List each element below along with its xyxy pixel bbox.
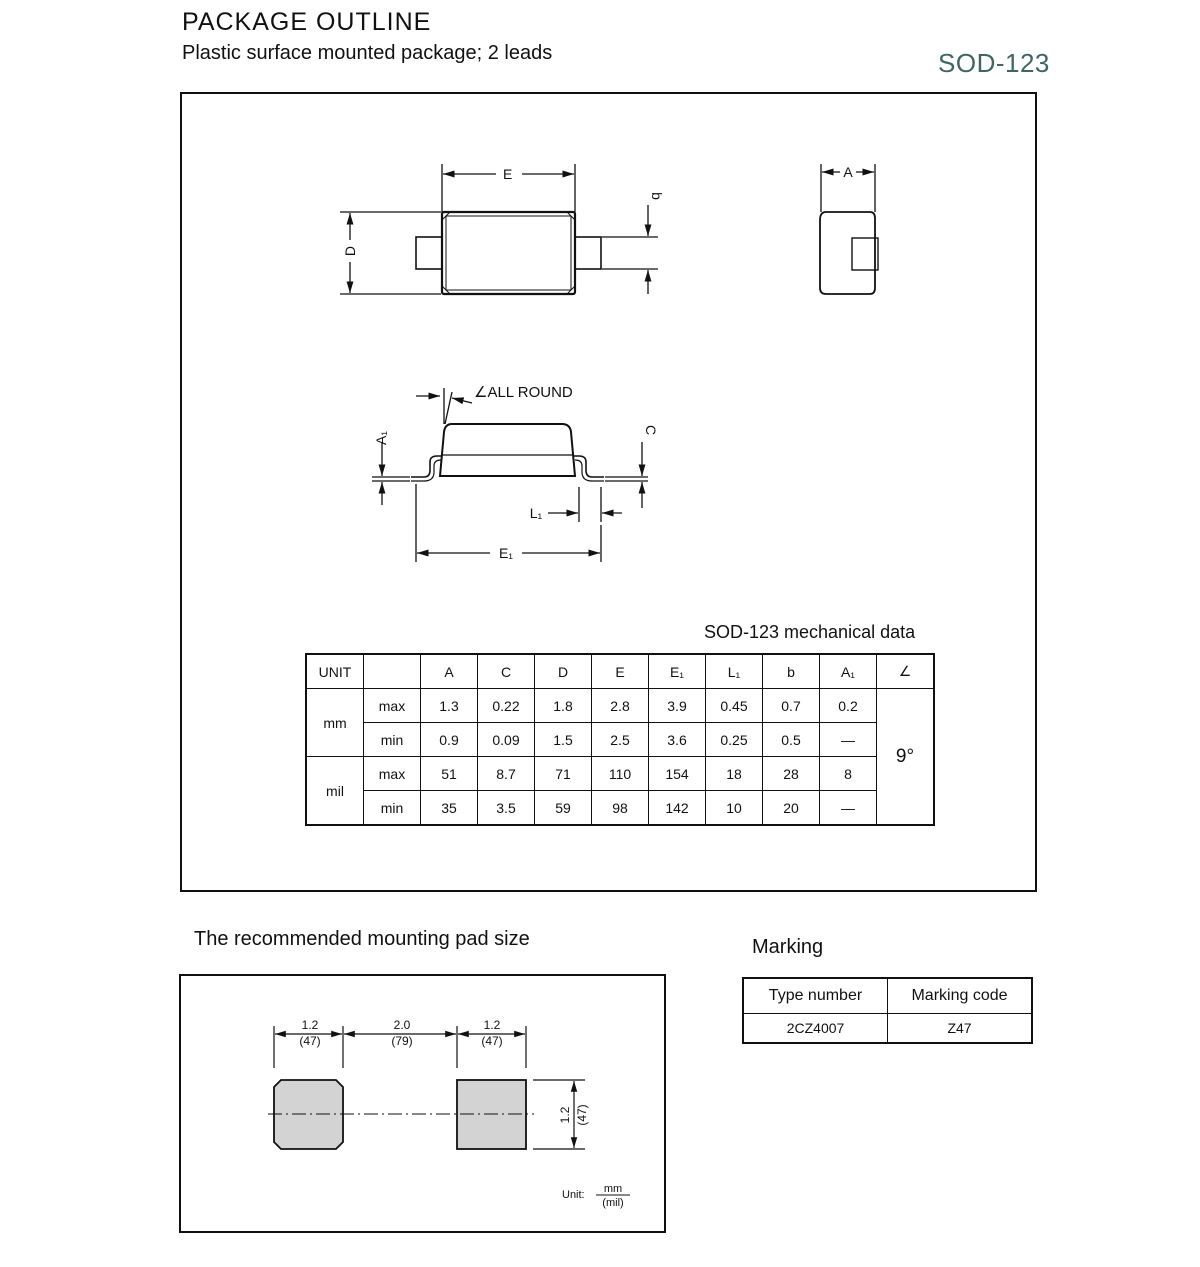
value-cell: 0.7 <box>763 689 820 723</box>
pad-width-mil-1: (47) <box>299 1034 321 1048</box>
label-A: A <box>843 164 853 180</box>
mechanical-data-caption: SOD-123 mechanical data <box>704 622 916 642</box>
value-cell: 0.45 <box>706 689 763 723</box>
pad-width-mil-2: (47) <box>481 1034 503 1048</box>
value-cell: 3.6 <box>649 723 706 757</box>
value-cell: 2.8 <box>592 689 649 723</box>
value-cell: 0.9 <box>421 723 478 757</box>
pad-gap-mil: (79) <box>391 1034 413 1048</box>
page-title: PACKAGE OUTLINE <box>182 8 432 36</box>
header-cell: ∠ <box>877 654 935 689</box>
label-all-round: ∠ALL ROUND <box>474 384 573 401</box>
value-cell: 18 <box>706 757 763 791</box>
pad-frame <box>179 974 666 1233</box>
label-L1: L₁ <box>529 505 543 521</box>
unit-denominator: (mil) <box>602 1197 624 1209</box>
value-cell: 154 <box>649 757 706 791</box>
header-cell: C <box>478 654 535 689</box>
value-cell: 28 <box>763 757 820 791</box>
header-cell: E <box>592 654 649 689</box>
value-cell: 8.7 <box>478 757 535 791</box>
pad-gap-mm: 2.0 <box>393 1018 411 1032</box>
pad-size-title: The recommended mounting pad size <box>194 928 530 950</box>
kind-cell: max <box>364 689 421 723</box>
mechanical-data-table <box>305 653 935 826</box>
value-cell: 51 <box>421 757 478 791</box>
value-cell: 2.5 <box>592 723 649 757</box>
marking-title: Marking <box>752 936 824 958</box>
value-cell: 3.5 <box>478 791 535 826</box>
label-b: b <box>649 192 665 200</box>
value-cell: 0.2 <box>820 689 877 723</box>
pad-width-mm-2: 1.2 <box>483 1018 501 1032</box>
value-cell: 0.5 <box>763 723 820 757</box>
pad-width-mm-1: 1.2 <box>301 1018 319 1032</box>
table-row <box>306 791 934 826</box>
table-header-row <box>306 654 934 689</box>
value-cell: 110 <box>592 757 649 791</box>
unit-cell-mil: mil <box>306 757 364 826</box>
value-cell: 35 <box>421 791 478 826</box>
value-cell: 8 <box>820 757 877 791</box>
package-code: SOD-123 <box>938 48 1050 78</box>
value-cell: 98 <box>592 791 649 826</box>
side-view <box>820 164 878 294</box>
unit-cell-mm: mm <box>306 689 364 757</box>
value-cell: 1.5 <box>535 723 592 757</box>
header-cell: b <box>763 654 820 689</box>
value-cell: 10 <box>706 791 763 826</box>
value-cell: 0.25 <box>706 723 763 757</box>
table-row <box>306 757 934 791</box>
marking-type-number: 2CZ4007 <box>743 1014 888 1044</box>
table-row <box>306 723 934 757</box>
marking-header-code: Marking code <box>888 978 1033 1014</box>
label-D: D <box>342 245 358 257</box>
pad-height-mm: 1.2 <box>558 1106 572 1124</box>
label-E1: E₁ <box>498 545 514 561</box>
angle-cell: 9° <box>877 689 935 826</box>
value-cell: 142 <box>649 791 706 826</box>
top-view <box>340 164 658 294</box>
value-cell: 1.3 <box>421 689 478 723</box>
label-C: C <box>643 424 659 436</box>
marking-header-row <box>743 978 1032 1014</box>
marking-code: Z47 <box>888 1014 1033 1044</box>
front-view <box>372 388 648 562</box>
label-E: E <box>503 166 513 182</box>
marking-table <box>742 977 1033 1044</box>
value-cell: 59 <box>535 791 592 826</box>
kind-cell: min <box>364 723 421 757</box>
kind-cell: min <box>364 791 421 826</box>
header-cell: D <box>535 654 592 689</box>
value-cell: 3.9 <box>649 689 706 723</box>
value-cell: 0.22 <box>478 689 535 723</box>
page-subtitle: Plastic surface mounted package; 2 leads <box>182 42 553 64</box>
value-cell: 1.8 <box>535 689 592 723</box>
kind-cell: max <box>364 757 421 791</box>
value-cell: 20 <box>763 791 820 826</box>
header-cell: A <box>421 654 478 689</box>
value-cell: 71 <box>535 757 592 791</box>
marking-header-type: Type number <box>743 978 888 1014</box>
header-cell: UNIT <box>306 654 364 689</box>
header-cell <box>364 654 421 689</box>
pad-height-mil: (47) <box>575 1104 589 1126</box>
value-cell: — <box>820 791 877 826</box>
table-row <box>306 689 934 723</box>
value-cell: — <box>820 723 877 757</box>
header-cell: E₁ <box>649 654 706 689</box>
value-cell: 0.09 <box>478 723 535 757</box>
unit-numerator: mm <box>603 1183 623 1195</box>
marking-row <box>743 1014 1032 1044</box>
header-cell: A₁ <box>820 654 877 689</box>
header-cell: L₁ <box>706 654 763 689</box>
unit-label: Unit: <box>562 1189 585 1201</box>
label-A1: A₁ <box>373 430 389 446</box>
